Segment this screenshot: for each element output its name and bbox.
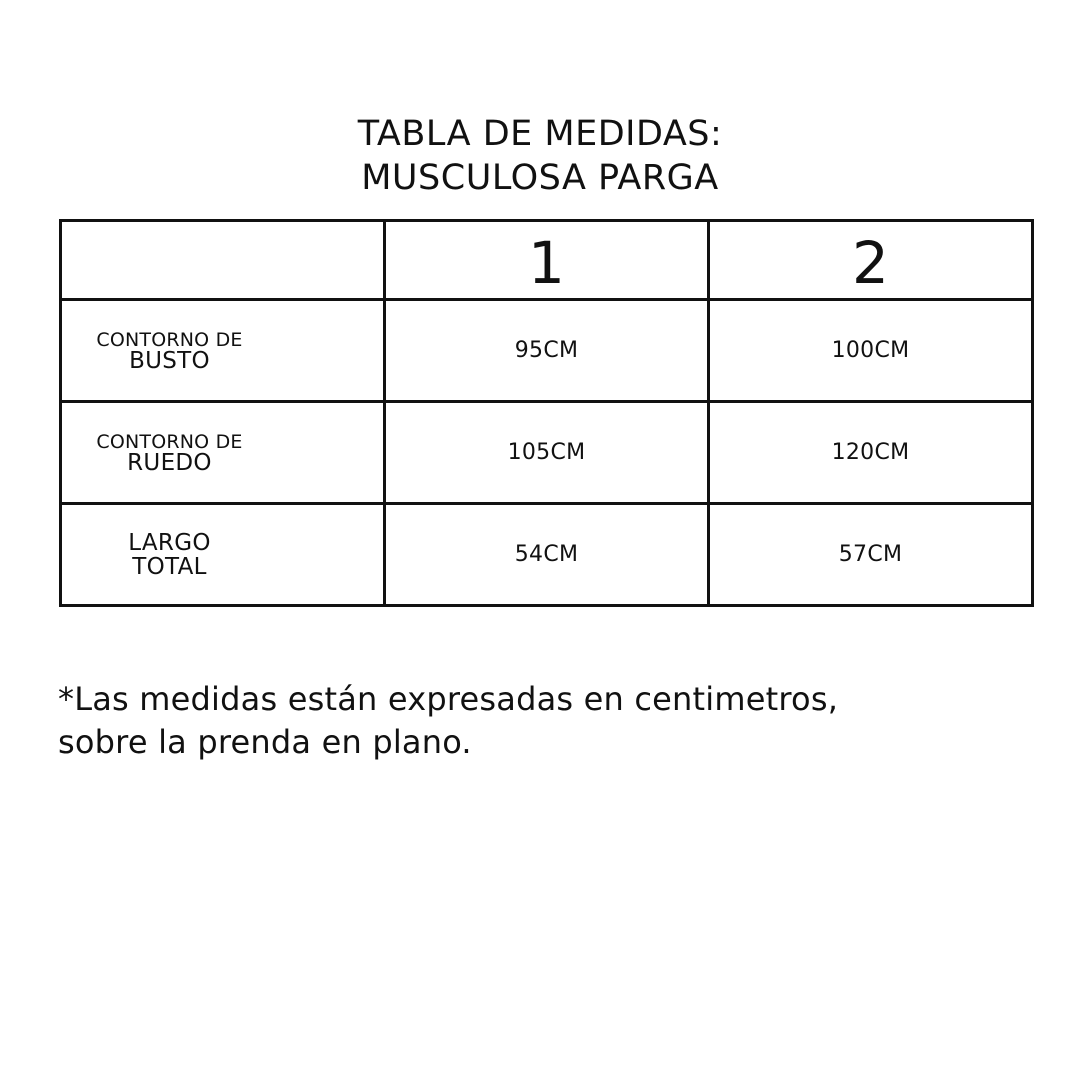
row-label-largo bbox=[128, 531, 210, 579]
size-table bbox=[59, 219, 1034, 607]
row-label-cell bbox=[61, 402, 385, 504]
size-2-label: 2 bbox=[852, 229, 889, 297]
value-cell bbox=[385, 504, 709, 606]
row-label-line-2: TOTAL bbox=[132, 553, 207, 580]
value-cell bbox=[709, 504, 1033, 606]
table-row-busto bbox=[61, 300, 1033, 402]
table-header-row bbox=[61, 221, 1033, 300]
title-line-2: MUSCULOSA PARGA bbox=[361, 158, 719, 198]
size-1-label: 1 bbox=[528, 229, 565, 297]
row-label-ruedo bbox=[96, 432, 242, 474]
value-cell bbox=[709, 402, 1033, 504]
row-label-big: BUSTO bbox=[129, 347, 210, 374]
page-title bbox=[0, 112, 1080, 200]
busto-size-1-value: 95CM bbox=[514, 338, 579, 363]
row-label-busto bbox=[96, 330, 242, 372]
measurement-note bbox=[58, 678, 1018, 764]
busto-size-2-value: 100CM bbox=[831, 338, 910, 363]
header-cell-size-2 bbox=[709, 221, 1033, 300]
row-label-big: RUEDO bbox=[127, 449, 212, 476]
table-row-largo bbox=[61, 504, 1033, 606]
row-label-small: CONTORNO DE bbox=[96, 328, 243, 351]
row-label-cell bbox=[61, 504, 385, 606]
title-line-1: TABLA DE MEDIDAS: bbox=[357, 114, 723, 154]
note-line-1: *Las medidas están expresadas en centimetros, bbox=[58, 680, 839, 718]
ruedo-size-1-value: 105CM bbox=[507, 440, 586, 465]
note-line-2: sobre la prenda en plano. bbox=[58, 723, 472, 761]
value-cell bbox=[385, 402, 709, 504]
largo-size-1-value: 54CM bbox=[514, 542, 579, 567]
row-label-line-1: LARGO bbox=[128, 529, 211, 556]
ruedo-size-2-value: 120CM bbox=[831, 440, 910, 465]
value-cell bbox=[385, 300, 709, 402]
value-cell bbox=[709, 300, 1033, 402]
header-cell-empty bbox=[61, 221, 385, 300]
row-label-cell bbox=[61, 300, 385, 402]
row-label-small: CONTORNO DE bbox=[96, 430, 243, 453]
header-cell-size-1 bbox=[385, 221, 709, 300]
largo-size-2-value: 57CM bbox=[838, 542, 903, 567]
table-row-ruedo bbox=[61, 402, 1033, 504]
